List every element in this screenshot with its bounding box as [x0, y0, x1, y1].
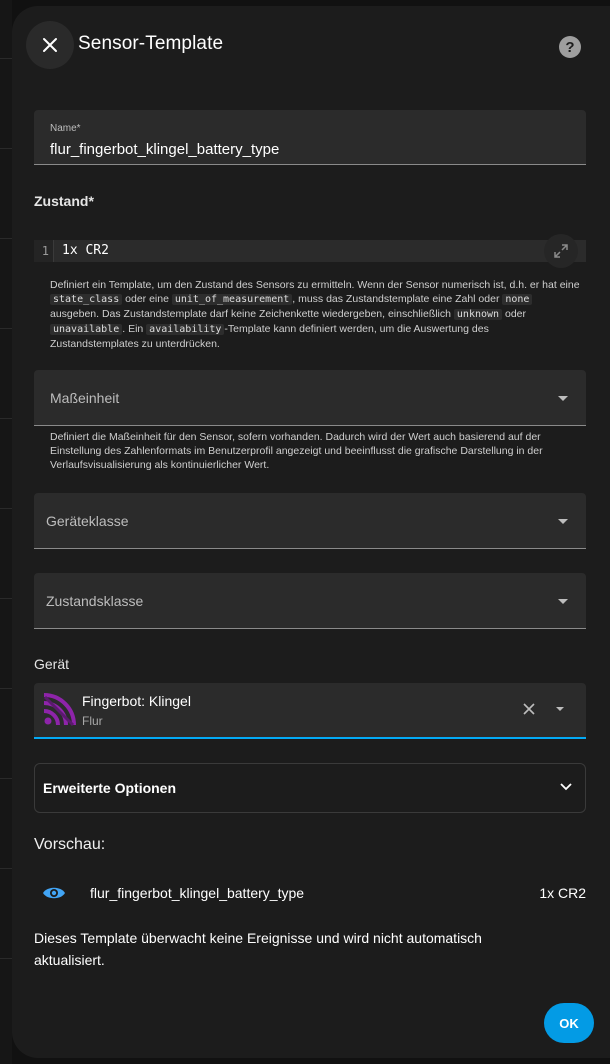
state-template-editor[interactable]	[34, 240, 586, 262]
name-field-value[interactable]: flur_fingerbot_klingel_battery_type	[50, 141, 280, 158]
wifi-signal-icon	[42, 693, 76, 727]
state-class-label: Zustandsklasse	[46, 593, 144, 609]
eye-icon	[42, 884, 66, 902]
device-class-label: Geräteklasse	[46, 513, 129, 529]
advanced-options-label: Erweiterte Optionen	[43, 780, 177, 796]
background-list-strip	[0, 0, 12, 1064]
unit-helper-text: Definiert die Maßeinheit für den Sensor, sofern vorhanden. Dadurch wird der Wert auch basierend auf der Einstellung des Zahlenformats im Benutzerprofil angezeigt und beeinflusst die grafische Darstellung in der Verlaufsvisualisierung als kontinuierlicher Wert.	[50, 431, 543, 471]
state-heading: Zustand*	[34, 193, 94, 209]
name-field-label: Name*	[50, 123, 81, 134]
advanced-options-expander[interactable]	[34, 763, 586, 813]
dropdown-arrow-icon	[558, 599, 568, 604]
unit-select-label: Maßeinheit	[50, 390, 120, 406]
preview-heading: Vorschau:	[34, 836, 106, 853]
unit-select[interactable]	[34, 370, 586, 426]
dialog-title: Sensor-Template	[78, 33, 224, 54]
device-area: Flur	[82, 714, 103, 728]
expand-editor-button[interactable]	[544, 234, 578, 268]
state-template-code[interactable]: 1x CR2	[62, 243, 109, 258]
device-name: Fingerbot: Klingel	[82, 693, 191, 709]
close-icon	[42, 37, 58, 53]
preview-note: Dieses Template überwacht keine Ereignisse und wird nicht automatisch aktualisiert.	[34, 930, 482, 968]
state-class-select[interactable]	[34, 573, 586, 629]
device-picker[interactable]	[34, 683, 586, 739]
sensor-template-dialog	[12, 6, 610, 1058]
name-field[interactable]	[34, 110, 586, 165]
chevron-down-icon	[559, 780, 573, 794]
device-class-select[interactable]	[34, 493, 586, 549]
close-button[interactable]	[26, 21, 74, 69]
preview-entity-state: 1x CR2	[539, 885, 586, 901]
state-helper-text: Definiert ein Template, um den Zustand des Sensors zu ermitteln. Wenn der Sensor numerisch ist, d.h. er hat eine state_class oder eine unit_of_measurement , muss das Zustandstemplate eine Zahl oder none ausgeben. Das Zustandstemplate darf keine Zeichenkette wiedergeben, einschließlich unknown oder unavailable . Ein availability -Template kann definiert werden, um die Auswertung des Zustandstemplates zu unterdrücken.	[50, 279, 580, 350]
ok-button[interactable]: OK	[544, 1003, 594, 1043]
device-heading: Gerät	[34, 656, 70, 672]
dialog-header	[12, 6, 610, 84]
help-icon[interactable]: ?	[559, 36, 581, 58]
dropdown-arrow-icon	[558, 396, 568, 401]
dropdown-arrow-icon	[558, 519, 568, 524]
preview-entity-row	[34, 878, 586, 910]
dropdown-arrow-icon[interactable]	[556, 707, 564, 711]
preview-entity-name: flur_fingerbot_klingel_battery_type	[90, 885, 305, 901]
line-number: 1	[34, 240, 54, 262]
clear-icon[interactable]	[521, 701, 537, 717]
fullscreen-icon	[553, 243, 569, 259]
